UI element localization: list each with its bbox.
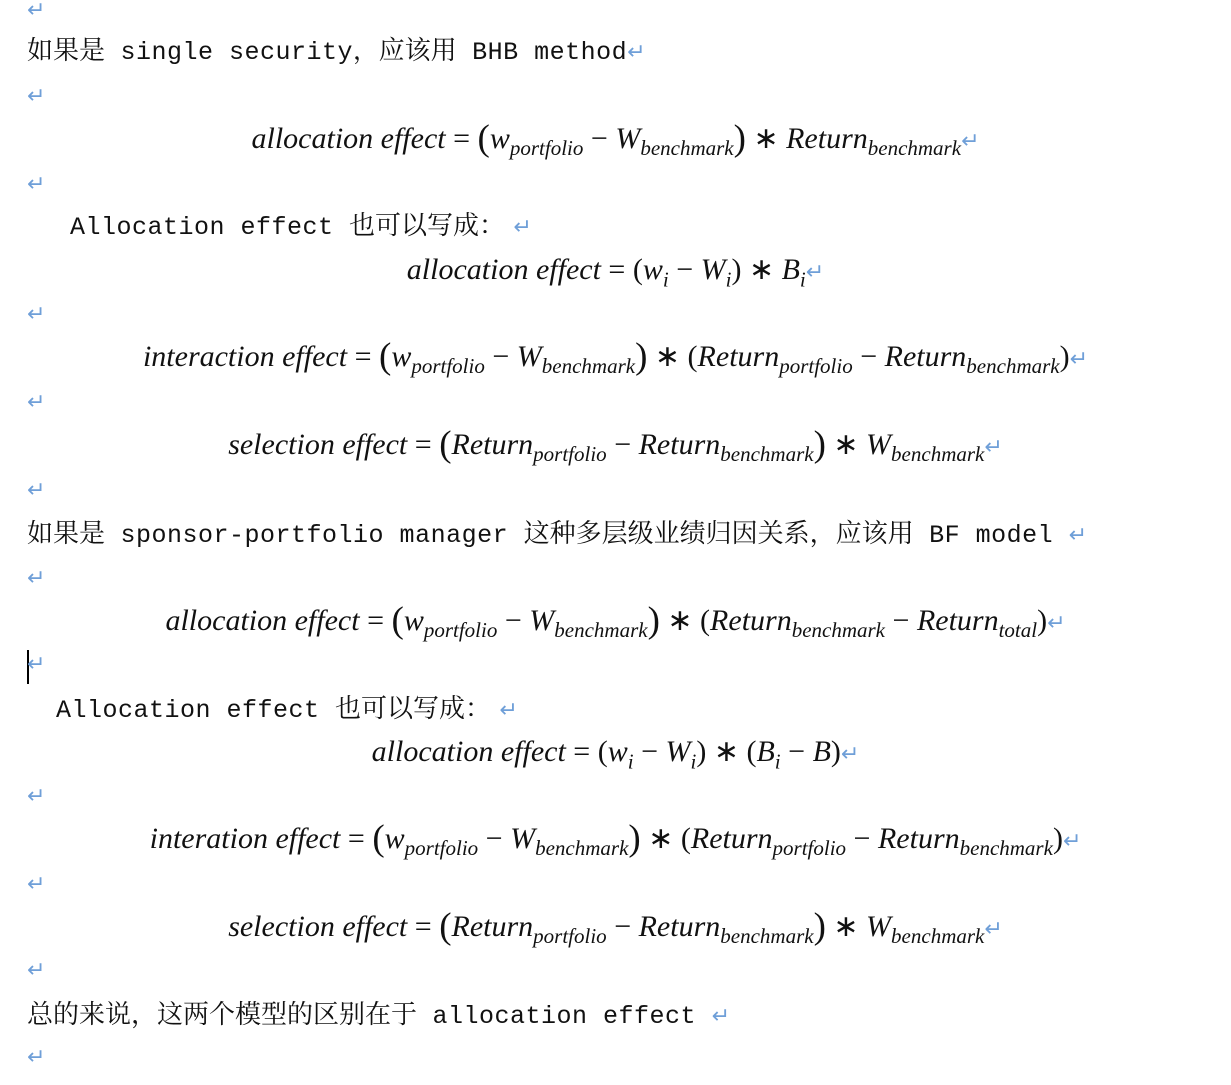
paragraph-mark: ↵ — [984, 434, 1003, 460]
paragraph-mark: ↵ — [711, 1004, 730, 1029]
allocation-alt-line — [70, 213, 532, 240]
paragraph-mark: ↵ — [27, 0, 46, 23]
text-cn: 总的来说，这两个模型的区别在于 — [27, 1000, 418, 1030]
text-en: sponsor-portfolio manager — [105, 521, 524, 550]
empty-paragraph — [27, 86, 45, 108]
empty-paragraph — [27, 1047, 45, 1069]
empty-paragraph — [27, 174, 45, 196]
summary-line — [27, 1002, 730, 1029]
empty-paragraph — [27, 786, 45, 808]
paragraph-mark: ↵ — [805, 260, 825, 285]
paragraph-mark: ↵ — [27, 302, 46, 327]
paragraph-mark: ↵ — [1069, 346, 1089, 372]
text-en: single security， — [105, 38, 379, 67]
text-en: BHB method — [456, 38, 628, 67]
empty-paragraph — [27, 568, 45, 590]
text-cn: 也可以写成： — [349, 211, 506, 241]
paragraph-mark: ↵ — [513, 215, 532, 240]
empty-paragraph — [27, 960, 45, 982]
paragraph-mark: ↵ — [627, 40, 646, 65]
text-en: Allocation effect — [70, 213, 350, 242]
empty-paragraph — [27, 304, 45, 326]
paragraph-mark: ↵ — [840, 742, 860, 767]
allocation-alt-line — [56, 696, 518, 723]
paragraph-mark: ↵ — [27, 784, 46, 809]
intro-bhb-line — [27, 38, 646, 65]
text-cn: 如果是 — [27, 36, 106, 66]
paragraph-mark: ↵ — [1068, 523, 1088, 548]
paragraph-mark: ↵ — [499, 698, 518, 723]
paragraph-mark: ↵ — [27, 566, 46, 591]
paragraph-mark: ↵ — [27, 172, 46, 197]
text-cn: 也可以写成： — [335, 694, 492, 724]
equation-bf-allocation-alt: allocation effect = $(w_i - W_i)$ ∗ ($B_i$ − B)↵ — [371, 735, 860, 774]
paragraph-mark: ↵ — [27, 84, 46, 109]
equation-bhb-allocation: allocation effect = $(w_{portfolio} - W_{benchmark})$ ∗ Return$_{benchmark}$↵ — [251, 118, 980, 161]
text-en: Allocation effect — [56, 696, 336, 725]
equation-bf-interaction: interation effect = $(w_{portfolio} - W_{benchmark})$ ∗ (Return$_{portfolio}$ − Return$_{benchmark}$)↵ — [149, 818, 1082, 861]
text-en: BF model — [913, 521, 1069, 550]
empty-paragraph — [27, 0, 45, 22]
paragraph-mark: ↵ — [27, 958, 46, 983]
paragraph-mark: ↵ — [27, 478, 46, 503]
paragraph-mark: ↵ — [1062, 828, 1082, 854]
equation-bhb-interaction: interaction effect = $(w_{portfolio} - W_{benchmark})$ ∗ (Return$_{portfolio}$ − Return$_{benchmark}$)↵ — [142, 336, 1089, 379]
text-cn: 这种多层级业绩归因关系，应该用 — [523, 519, 914, 549]
equation-bf-selection: selection effect = (Return$_{portfolio}$ − Return$_{benchmark}$) ∗ $W_{benchmark}↵$ — [228, 906, 1003, 949]
paragraph-mark: ↵ — [984, 916, 1003, 942]
equation-bhb-selection: selection effect = (Return$_{portfolio}$ − Return$_{benchmark}$) ∗ $W_{benchmark}↵$ — [228, 424, 1003, 467]
empty-paragraph — [27, 480, 45, 502]
empty-paragraph — [27, 874, 45, 896]
paragraph-mark: ↵ — [1047, 610, 1066, 636]
paragraph-mark: ↵ — [961, 128, 980, 154]
equation-bf-allocation: allocation effect = $(w_{portfolio} - W_{benchmark})$ ∗ (Return$_{benchmark}$ − Return$_{total}$)↵ — [165, 600, 1066, 643]
intro-bf-line — [27, 521, 1087, 548]
empty-paragraph — [27, 392, 45, 414]
text-cn: 如果是 — [27, 519, 106, 549]
paragraph-mark: ↵ — [27, 872, 46, 897]
paragraph-mark: ↵ — [27, 390, 46, 415]
text-en: allocation effect — [417, 1002, 712, 1031]
empty-paragraph — [27, 654, 45, 676]
equation-bhb-allocation-alt: allocation effect = $(w_i - W_i)$ ∗ $B_i↵$ — [406, 253, 825, 292]
paragraph-mark: ↵ — [27, 652, 46, 677]
text-cn: 应该用 — [378, 36, 457, 66]
paragraph-mark: ↵ — [27, 1045, 46, 1070]
